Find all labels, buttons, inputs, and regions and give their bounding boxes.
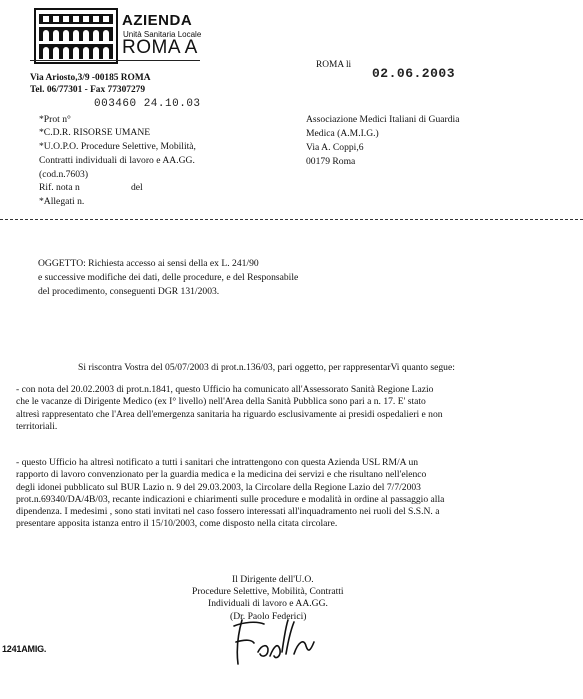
- signature-line: Il Dirigente dell'U.O.: [232, 574, 314, 585]
- paragraph-line: rapporto di lavoro convenzionato per la guardia medica e la medicina dei servizi e che risultano nell'elenco: [16, 469, 427, 481]
- letterhead-subtitle: Unità Sanitaria Locale: [123, 30, 202, 39]
- subject-line: e successive modifiche dei dati, delle procedure, e del Responsabile: [38, 272, 299, 283]
- subject-line: OGGETTO: Richiesta accesso ai sensi della ex L. 241/90: [38, 258, 259, 269]
- prot-number-label: *Prot n°: [39, 114, 71, 125]
- cdr-label: *C.D.R. RISORSE UMANE: [39, 127, 151, 138]
- allegati-label: *Allegati n.: [39, 196, 85, 207]
- intro-sentence: Si riscontra Vostra del 05/07/2003 di prot.n.136/03, pari oggetto, per rappresentarVi quanto segue:: [78, 362, 455, 373]
- signature-line: Procedure Selettive, Mobilità, Contratti: [192, 586, 344, 598]
- letterhead-address: Via Ariosto,3/9 -00185 ROMA: [30, 73, 151, 83]
- letterhead-divider: [30, 60, 200, 61]
- paragraph-line: - con nota del 20.02.2003 di prot.n.1841, questo Ufficio ha comunicato all'Assessorato Sanità Regione Lazio: [16, 384, 434, 395]
- letterhead-city: ROMA A: [122, 37, 198, 58]
- cod-label: (cod.n.7603): [39, 169, 89, 180]
- signature-line: Individuali di lavoro e AA.GG.: [208, 598, 328, 610]
- handwritten-signature: [224, 612, 324, 672]
- recipient-line: Medica (A.M.I.G.): [306, 128, 379, 139]
- header-divider: [0, 219, 583, 220]
- paragraph-line: prot.n.69340/DA/4B/03, recante indicazioni e chiarimenti sulle procedure e modalità in ordine al passaggio alla: [16, 493, 445, 505]
- uop-label: *U.O.P.O. Procedure Selettive, Mobilità,: [39, 141, 196, 152]
- reference-code: 1241AMIG.: [2, 644, 47, 654]
- paragraph-line: - questo Ufficio ha altresì notificato a tutti i sanitari che intrattengono con questa Azienda USL RM/A un: [16, 457, 419, 468]
- recipient-line: 00179 Roma: [306, 156, 356, 167]
- signature-icon: [224, 612, 324, 672]
- body-paragraph-1: [16, 384, 443, 433]
- recipient-address: [306, 113, 459, 169]
- paragraph-line: territoriali.: [16, 420, 58, 432]
- date-stamp: 02.06.2003: [372, 66, 456, 81]
- subject-line: del procedimento, conseguenti DGR 131/2003.: [38, 286, 220, 297]
- rif-nota-label: Rif. nota n: [39, 182, 80, 193]
- body-paragraph-2: [16, 457, 444, 531]
- colosseum-logo-icon: [34, 8, 118, 64]
- letterhead-phone: Tel. 06/77301 - Fax 77307279: [30, 85, 146, 95]
- letterhead-name: AZIENDA: [122, 12, 193, 29]
- contratti-label: Contratti individuali di lavoro e AA.GG.: [39, 155, 195, 166]
- recipient-line: Associazione Medici Italiani di Guardia: [306, 114, 460, 125]
- paragraph-line: che le vacanze di Dirigente Medico (ex I° livello) nell'Area della Sanità Pubblica sono pari a n. 17. E' stato: [16, 396, 426, 408]
- subject: [38, 257, 298, 299]
- rif-del-label: del: [131, 182, 143, 193]
- recipient-line: Via A. Coppi,6: [306, 142, 364, 153]
- paragraph-line: dipendenza. I medesimi , sono stati invitati nel caso fossero interessati all'inquadramento nei ruoli del S.S.N. a: [16, 506, 440, 518]
- paragraph-line: altresì rappresentato che l'Area dell'emergenza sanitaria ha riguardo esclusivamente ai presidi ospedalieri e non: [16, 408, 443, 420]
- place-label: ROMA li: [316, 60, 352, 70]
- paragraph-line: presentare apposita istanza entro il 15/10/2003, come disposto nella citata circolare.: [16, 518, 338, 530]
- paragraph-line: degli idonei pubblicato sul BUR Lazio n. 9 del 29.03.2003, la Circolare della Regione Lazio del 7/7/2003: [16, 481, 421, 493]
- signature-line: (Dr. Paolo Federici): [230, 610, 307, 622]
- azienda-logo: [34, 8, 118, 64]
- protocol-stamp: 003460 24.10.03: [94, 98, 201, 110]
